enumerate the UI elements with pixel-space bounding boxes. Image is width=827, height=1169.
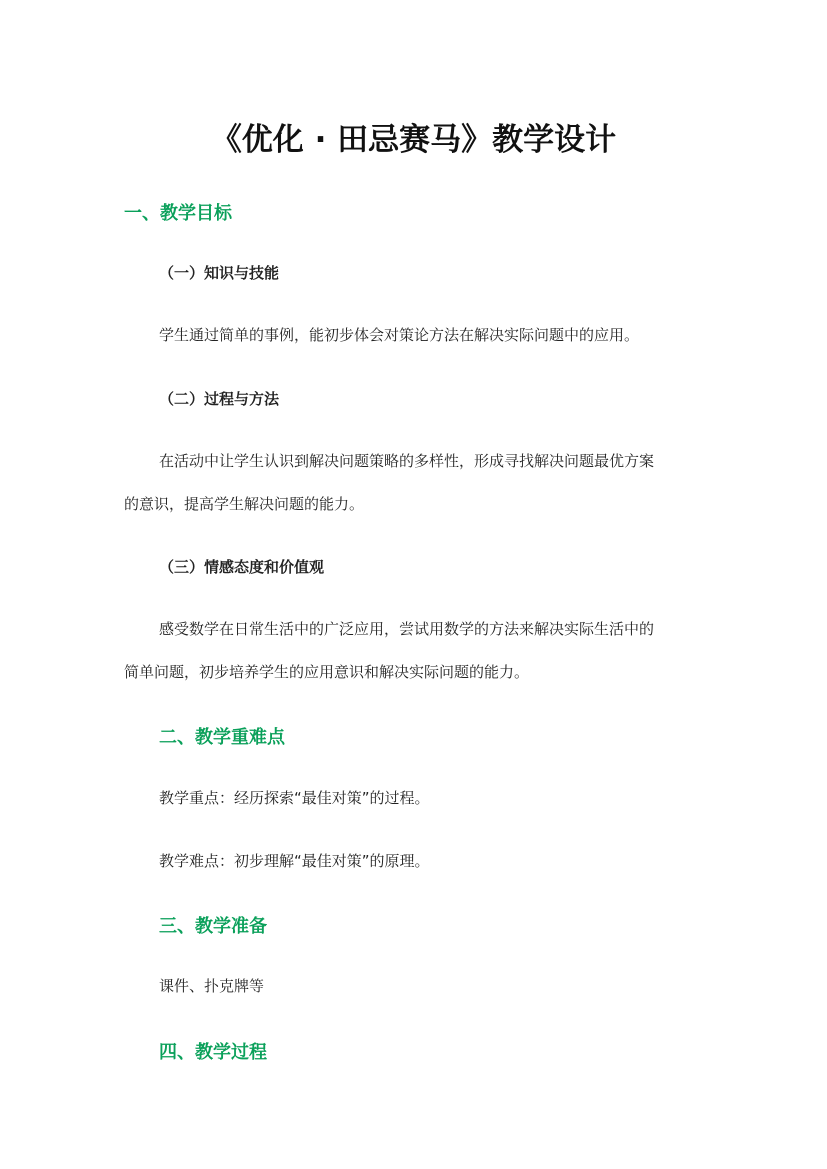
subheading-knowledge: （一）知识与技能 [159, 264, 280, 282]
subheading-emotion: （三）情感态度和价值观 [159, 558, 325, 576]
paragraph-emotion-line1: 感受数学在日常生活中的广泛应用，尝试用数学的方法来解决实际生活中的 [159, 620, 655, 638]
subheading-process: （二）过程与方法 [159, 390, 280, 408]
section-heading-preparation: 三、教学准备 [159, 916, 267, 937]
section-heading-key-points: 二、教学重难点 [159, 727, 285, 748]
paragraph-process-line2: 的意识，提高学生解决问题的能力。 [124, 495, 365, 513]
paragraph-preparation: 课件、扑克牌等 [159, 977, 265, 995]
paragraph-process-line1: 在活动中让学生认识到解决问题策略的多样性，形成寻找解决问题最优方案 [159, 452, 655, 470]
paragraph-key-important: 教学重点：经历探索“最佳对策”的过程。 [159, 789, 430, 807]
paragraph-key-difficult: 教学难点：初步理解“最佳对策”的原理。 [159, 852, 430, 870]
paragraph-emotion-line2: 简单问题，初步培养学生的应用意识和解决实际问题的能力。 [124, 663, 530, 681]
paragraph-knowledge: 学生通过简单的事例，能初步体会对策论方法在解决实际问题中的应用。 [159, 326, 640, 344]
section-heading-objectives: 一、教学目标 [124, 203, 232, 224]
document-title: 《优化 · 田忌赛马》教学设计 [210, 122, 617, 158]
section-heading-process: 四、教学过程 [159, 1042, 267, 1063]
